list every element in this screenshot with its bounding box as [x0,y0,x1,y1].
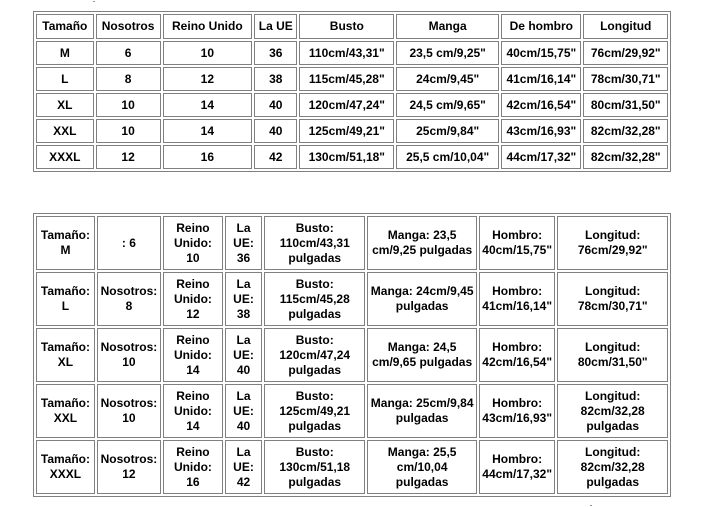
cell-size: XL [36,93,94,117]
cell-shoulder: Hombro: 44cm/17,32" [479,440,555,494]
cell-sleeve: 24,5 cm/9,65" [396,93,499,117]
cell-length: Longitud: 82cm/32,28 pulgadas [557,440,668,494]
cell-eu: 38 [254,67,297,91]
cell-size: XXXL [36,145,94,169]
header-sleeve: Manga [396,14,499,39]
header-length: Longitud [583,14,668,39]
cell-uk: Reino Unido: 16 [163,440,223,494]
cell-us: 8 [96,67,161,91]
cell-sleeve: 24cm/9,45" [396,67,499,91]
cell-uk: Reino Unido: 10 [163,216,223,270]
cell-bust: Busto: 115cm/45,28 pulgadas [264,272,365,326]
table-row [36,145,668,169]
cell-eu: 40 [254,119,297,143]
cell-bust: Busto: 130cm/51,18 pulgadas [264,440,365,494]
header-uk: Reino Unido [163,14,253,39]
cell-bust: Busto: 110cm/43,31 pulgadas [264,216,365,270]
cell-uk: 16 [163,145,253,169]
header-size: Tamaño [36,14,94,39]
cell-us: Nosotros: 12 [97,440,161,494]
cell-length: 76cm/29,92" [583,41,668,65]
table-row [36,41,668,65]
cell-length: 82cm/32,28" [583,119,668,143]
cell-us: Nosotros: 10 [97,384,161,438]
cell-length: 80cm/31,50" [583,93,668,117]
cell-eu: 40 [254,93,297,117]
cell-sleeve: Manga: 23,5 cm/9,25 pulgadas [367,216,477,270]
cell-eu: La UE: 36 [225,216,262,270]
cell-sleeve: 25cm/9,84" [396,119,499,143]
header-us: Nosotros [96,14,161,39]
cell-size: Tamaño: XXL [36,384,95,438]
header-shoulder: De hombro [501,14,581,39]
cell-size: XXL [36,119,94,143]
cell-length: 78cm/30,71" [583,67,668,91]
cell-us: 10 [96,93,161,117]
cell-eu: 36 [254,41,297,65]
cell-size: M [36,41,94,65]
cell-shoulder: 42cm/16,54" [501,93,581,117]
cell-us: Nosotros: 10 [97,328,161,382]
table-row [36,67,668,91]
cell-eu: La UE: 38 [225,272,262,326]
cell-bust: 125cm/49,21" [299,119,394,143]
cell-sleeve: Manga: 24,5 cm/9,65 pulgadas [367,328,477,382]
cell-sleeve: Manga: 25cm/9,84 pulgadas [367,384,477,438]
cell-bust: 115cm/45,28" [299,67,394,91]
cell-us: 12 [96,145,161,169]
cell-shoulder: 43cm/16,93" [501,119,581,143]
cell-uk: Reino Unido: 14 [163,384,223,438]
cell-size: Tamaño: XXXL [36,440,95,494]
table-row [36,440,668,494]
cell-size: Tamaño: M [36,216,95,270]
cell-us: 10 [96,119,161,143]
cell-us: Nosotros: 8 [97,272,161,326]
stray-dot [590,505,592,506]
cell-size: Tamaño: L [36,272,95,326]
cell-uk: 10 [163,41,253,65]
cell-bust: 110cm/43,31" [299,41,394,65]
table-row [36,384,668,438]
table-header-row [36,14,668,39]
cell-length: Longitud: 76cm/29,92" [557,216,668,270]
cell-bust: 120cm/47,24" [299,93,394,117]
cell-length: Longitud: 82cm/32,28 pulgadas [557,384,668,438]
cell-bust: Busto: 120cm/47,24 pulgadas [264,328,365,382]
cell-uk: 14 [163,119,253,143]
cell-bust: 130cm/51,18" [299,145,394,169]
size-detail-table [33,213,671,497]
table-row [36,216,668,270]
cell-eu: 42 [254,145,297,169]
cell-uk: Reino Unido: 14 [163,328,223,382]
cell-length: Longitud: 78cm/30,71" [557,272,668,326]
cell-uk: 14 [163,93,253,117]
cell-shoulder: Hombro: 43cm/16,93" [479,384,555,438]
header-eu: La UE [254,14,297,39]
cell-shoulder: Hombro: 40cm/15,75" [479,216,555,270]
table-row [36,328,668,382]
cell-uk: Reino Unido: 12 [163,272,223,326]
cell-eu: La UE: 42 [225,440,262,494]
cell-eu: La UE: 40 [225,328,262,382]
cell-length: Longitud: 80cm/31,50" [557,328,668,382]
cell-sleeve: 23,5 cm/9,25" [396,41,499,65]
header-bust: Busto [299,14,394,39]
cell-uk: 12 [163,67,253,91]
cell-shoulder: 41cm/16,14" [501,67,581,91]
cell-sleeve: 25,5 cm/10,04" [396,145,499,169]
table-row [36,93,668,117]
cell-shoulder: Hombro: 42cm/16,54" [479,328,555,382]
cell-size: Tamaño: XL [36,328,95,382]
stray-dot [93,1,95,2]
cell-sleeve: Manga: 24cm/9,45 pulgadas [367,272,477,326]
cell-length: 82cm/32,28" [583,145,668,169]
cell-us: : 6 [97,216,161,270]
cell-size: L [36,67,94,91]
cell-eu: La UE: 40 [225,384,262,438]
cell-bust: Busto: 125cm/49,21 pulgadas [264,384,365,438]
table-row [36,119,668,143]
cell-shoulder: 44cm/17,32" [501,145,581,169]
cell-shoulder: 40cm/15,75" [501,41,581,65]
cell-us: 6 [96,41,161,65]
size-chart-table [33,11,671,172]
table-row [36,272,668,326]
cell-sleeve: Manga: 25,5 cm/10,04 pulgadas [367,440,477,494]
cell-shoulder: Hombro: 41cm/16,14" [479,272,555,326]
